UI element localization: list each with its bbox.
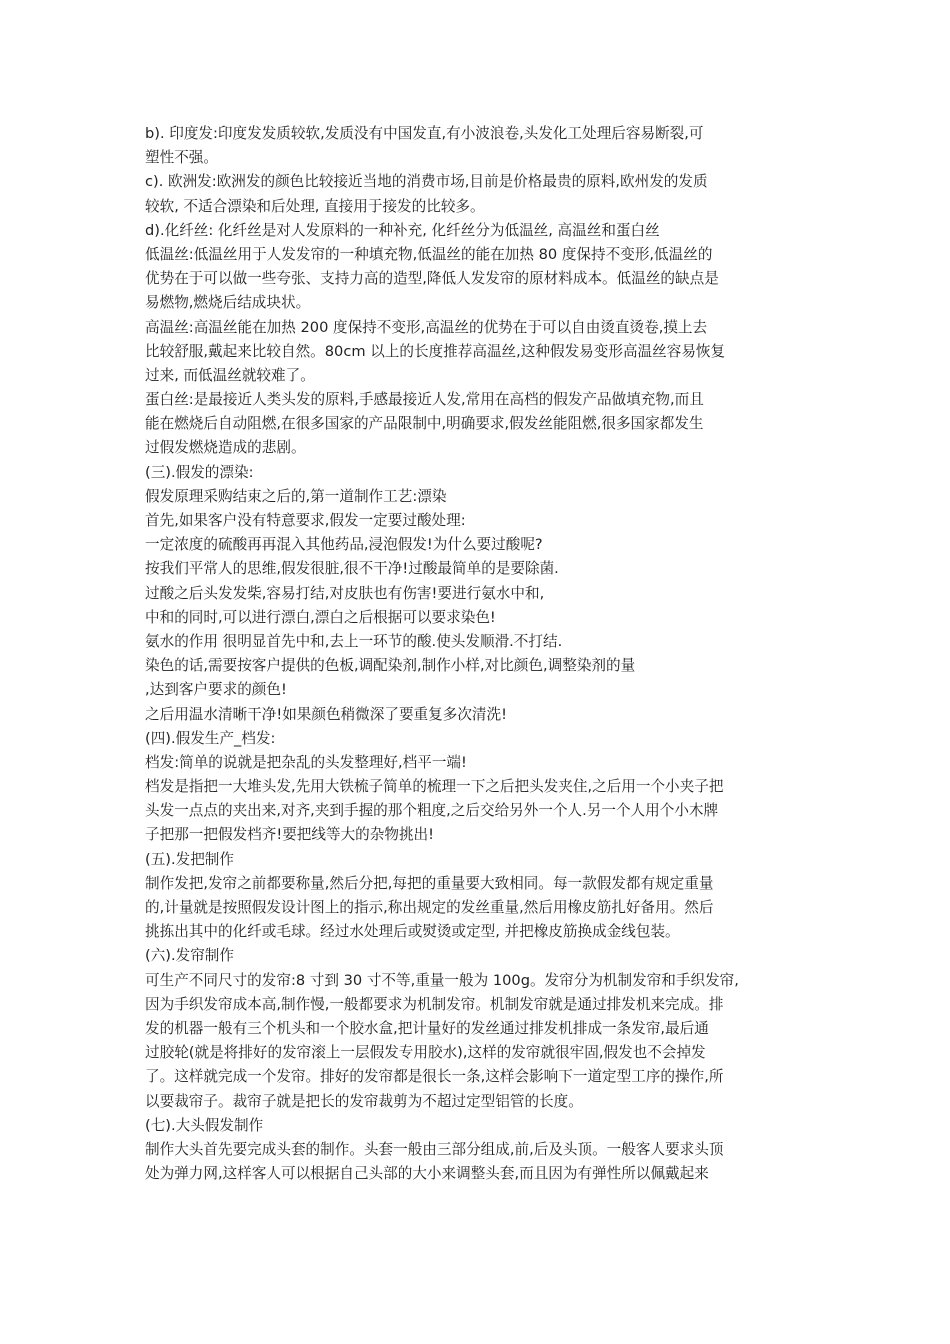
text-line: 塑性不强。 [145,149,218,167]
text-line: 中和的同时,可以进行漂白,漂白之后根据可以要求染色! [145,608,496,626]
text-line: 子把那一把假发档齐!要把线等大的杂物挑出! [145,826,434,844]
document-body [145,122,815,1186]
text-line: c). 欧洲发:欧洲发的颜色比较接近当地的消费市场,目前是价格最贵的原料,欧州发的发质 [145,173,708,191]
text-line: 过假发燃烧造成的悲剧。 [145,439,306,457]
text-line: 挑拣出其中的化纤或毛球。经过水处理后或熨烫或定型, 并把橡皮筋换成金线包装。 [145,923,680,941]
text-line: 了。这样就完成一个发帘。排好的发帘都是很长一条,这样会影响下一道定型工序的操作,所 [145,1068,724,1086]
text-line: 因为手织发帘成本高,制作慢,一般都要求为机制发帘。机制发帘就是通过排发机来完成。排 [145,995,724,1013]
text-line: 过胶轮(就是将排好的发帘滚上一层假发专用胶水),这样的发帘就很牢固,假发也不会掉发 [145,1044,706,1062]
text-line: ,达到客户要求的颜色! [145,681,287,699]
text-line: 低温丝:低温丝用于人发发帘的一种填充物,低温丝的能在加热 80 度保持不变形,低温丝的 [145,245,713,263]
text-line: 高温丝:高温丝能在加热 200 度保持不变形,高温丝的优势在于可以自由烫直烫卷,摸上去 [145,318,708,336]
text-line: 按我们平常人的思维,假发很脏,很不干净!过酸最简单的是要除菌. [145,560,559,578]
text-line: 优势在于可以做一些夸张、支持力高的造型,降低人发发帘的原材料成本。低温丝的缺点是 [145,270,719,288]
text-line: 过来, 而低温丝就较难了。 [145,366,315,384]
text-line: 氨水的作用 很明显首先中和,去上一环节的酸.使头发顺滑.不打结. [145,632,563,650]
text-line: 一定浓度的硫酸再再混入其他药品,浸泡假发!为什么要过酸呢? [145,536,543,554]
text-line: 能在燃烧后自动阻燃,在很多国家的产品限制中,明确要求,假发丝能阻燃,很多国家都发生 [145,415,704,433]
text-line: (五).发把制作 [145,850,234,868]
text-line: 首先,如果客户没有特意要求,假发一定要过酸处理: [145,512,466,529]
text-line: 的,计量就是按照假发设计图上的指示,称出规定的发丝重量,然后用橡皮筋扎好备用。然后 [145,899,714,916]
text-line: 过酸之后头发发柴,容易打结,对皮肤也有伤害!要进行氨水中和, [145,584,545,602]
text-line: (七).大头假发制作 [145,1116,264,1134]
text-line: 可生产不同尺寸的发帘:8 寸到 30 寸不等,重量一般为 100g。发帘分为机制发帘和手织发帘, [145,971,739,989]
text-line: 蛋白丝:是最接近人类头发的原料,手感最接近人发,常用在高档的假发产品做填充物,而且 [145,391,704,409]
text-line: 头发一点点的夹出来,对齐,夹到手握的那个粗度,之后交给另外一个人.另一个人用个小木牌 [145,802,719,820]
text-line: 制作发把,发帘之前都要称量,然后分把,每把的重量要大致相同。每一款假发都有规定重量 [145,874,714,892]
text-line: d).化纤丝: 化纤丝是对人发原料的一种补充, 化纤丝分为低温丝, 高温丝和蛋白丝 [145,221,660,239]
text-line: 发的机器一般有三个机头和一个胶水盒,把计量好的发丝通过排发机排成一条发帘,最后通 [145,1019,709,1037]
text-line: 之后用温水清晰干净!如果颜色稍微深了要重复多次清洗! [145,705,507,723]
text-line: b). 印度发:印度发发质较软,发质没有中国发直,有小波浪卷,头发化工处理后容易断裂,可 [145,125,704,142]
text-line: (三).假发的漂染: [145,463,254,481]
text-line: (四).假发生产_档发: [145,729,276,747]
text-line: 比较舒服,戴起来比较自然。80cm 以上的长度推荐高温丝,这种假发易变形高温丝容易恢复 [145,342,726,360]
text-line: 处为弹力网,这样客人可以根据自己头部的大小来调整头套,而且因为有弹性所以佩戴起来 [145,1165,709,1183]
text-line: 档发是指把一大堆头发,先用大铁梳子简单的梳理一下之后把头发夹住,之后用一个小夹子把 [145,778,724,796]
text-line: 染色的话,需要按客户提供的色板,调配染剂,制作小样,对比颜色,调整染剂的量 [145,657,636,675]
text-line: (六).发帘制作 [145,947,234,965]
text-line: 档发:简单的说就是把杂乱的头发整理好,档平一端! [145,753,467,771]
text-line: 较软, 不适合漂染和后处理, 直接用于接发的比较多。 [145,197,485,215]
text-line: 易燃物,燃烧后结成块状。 [145,294,311,312]
text-line: 制作大头首先要完成头套的制作。头套一般由三部分组成,前,后及头顶。一般客人要求头顶 [145,1140,724,1158]
text-line: 假发原理采购结束之后的,第一道制作工艺:漂染 [145,487,447,505]
text-line: 以要裁帘子。裁帘子就是把长的发帘裁剪为不超过定型铝管的长度。 [145,1092,583,1110]
